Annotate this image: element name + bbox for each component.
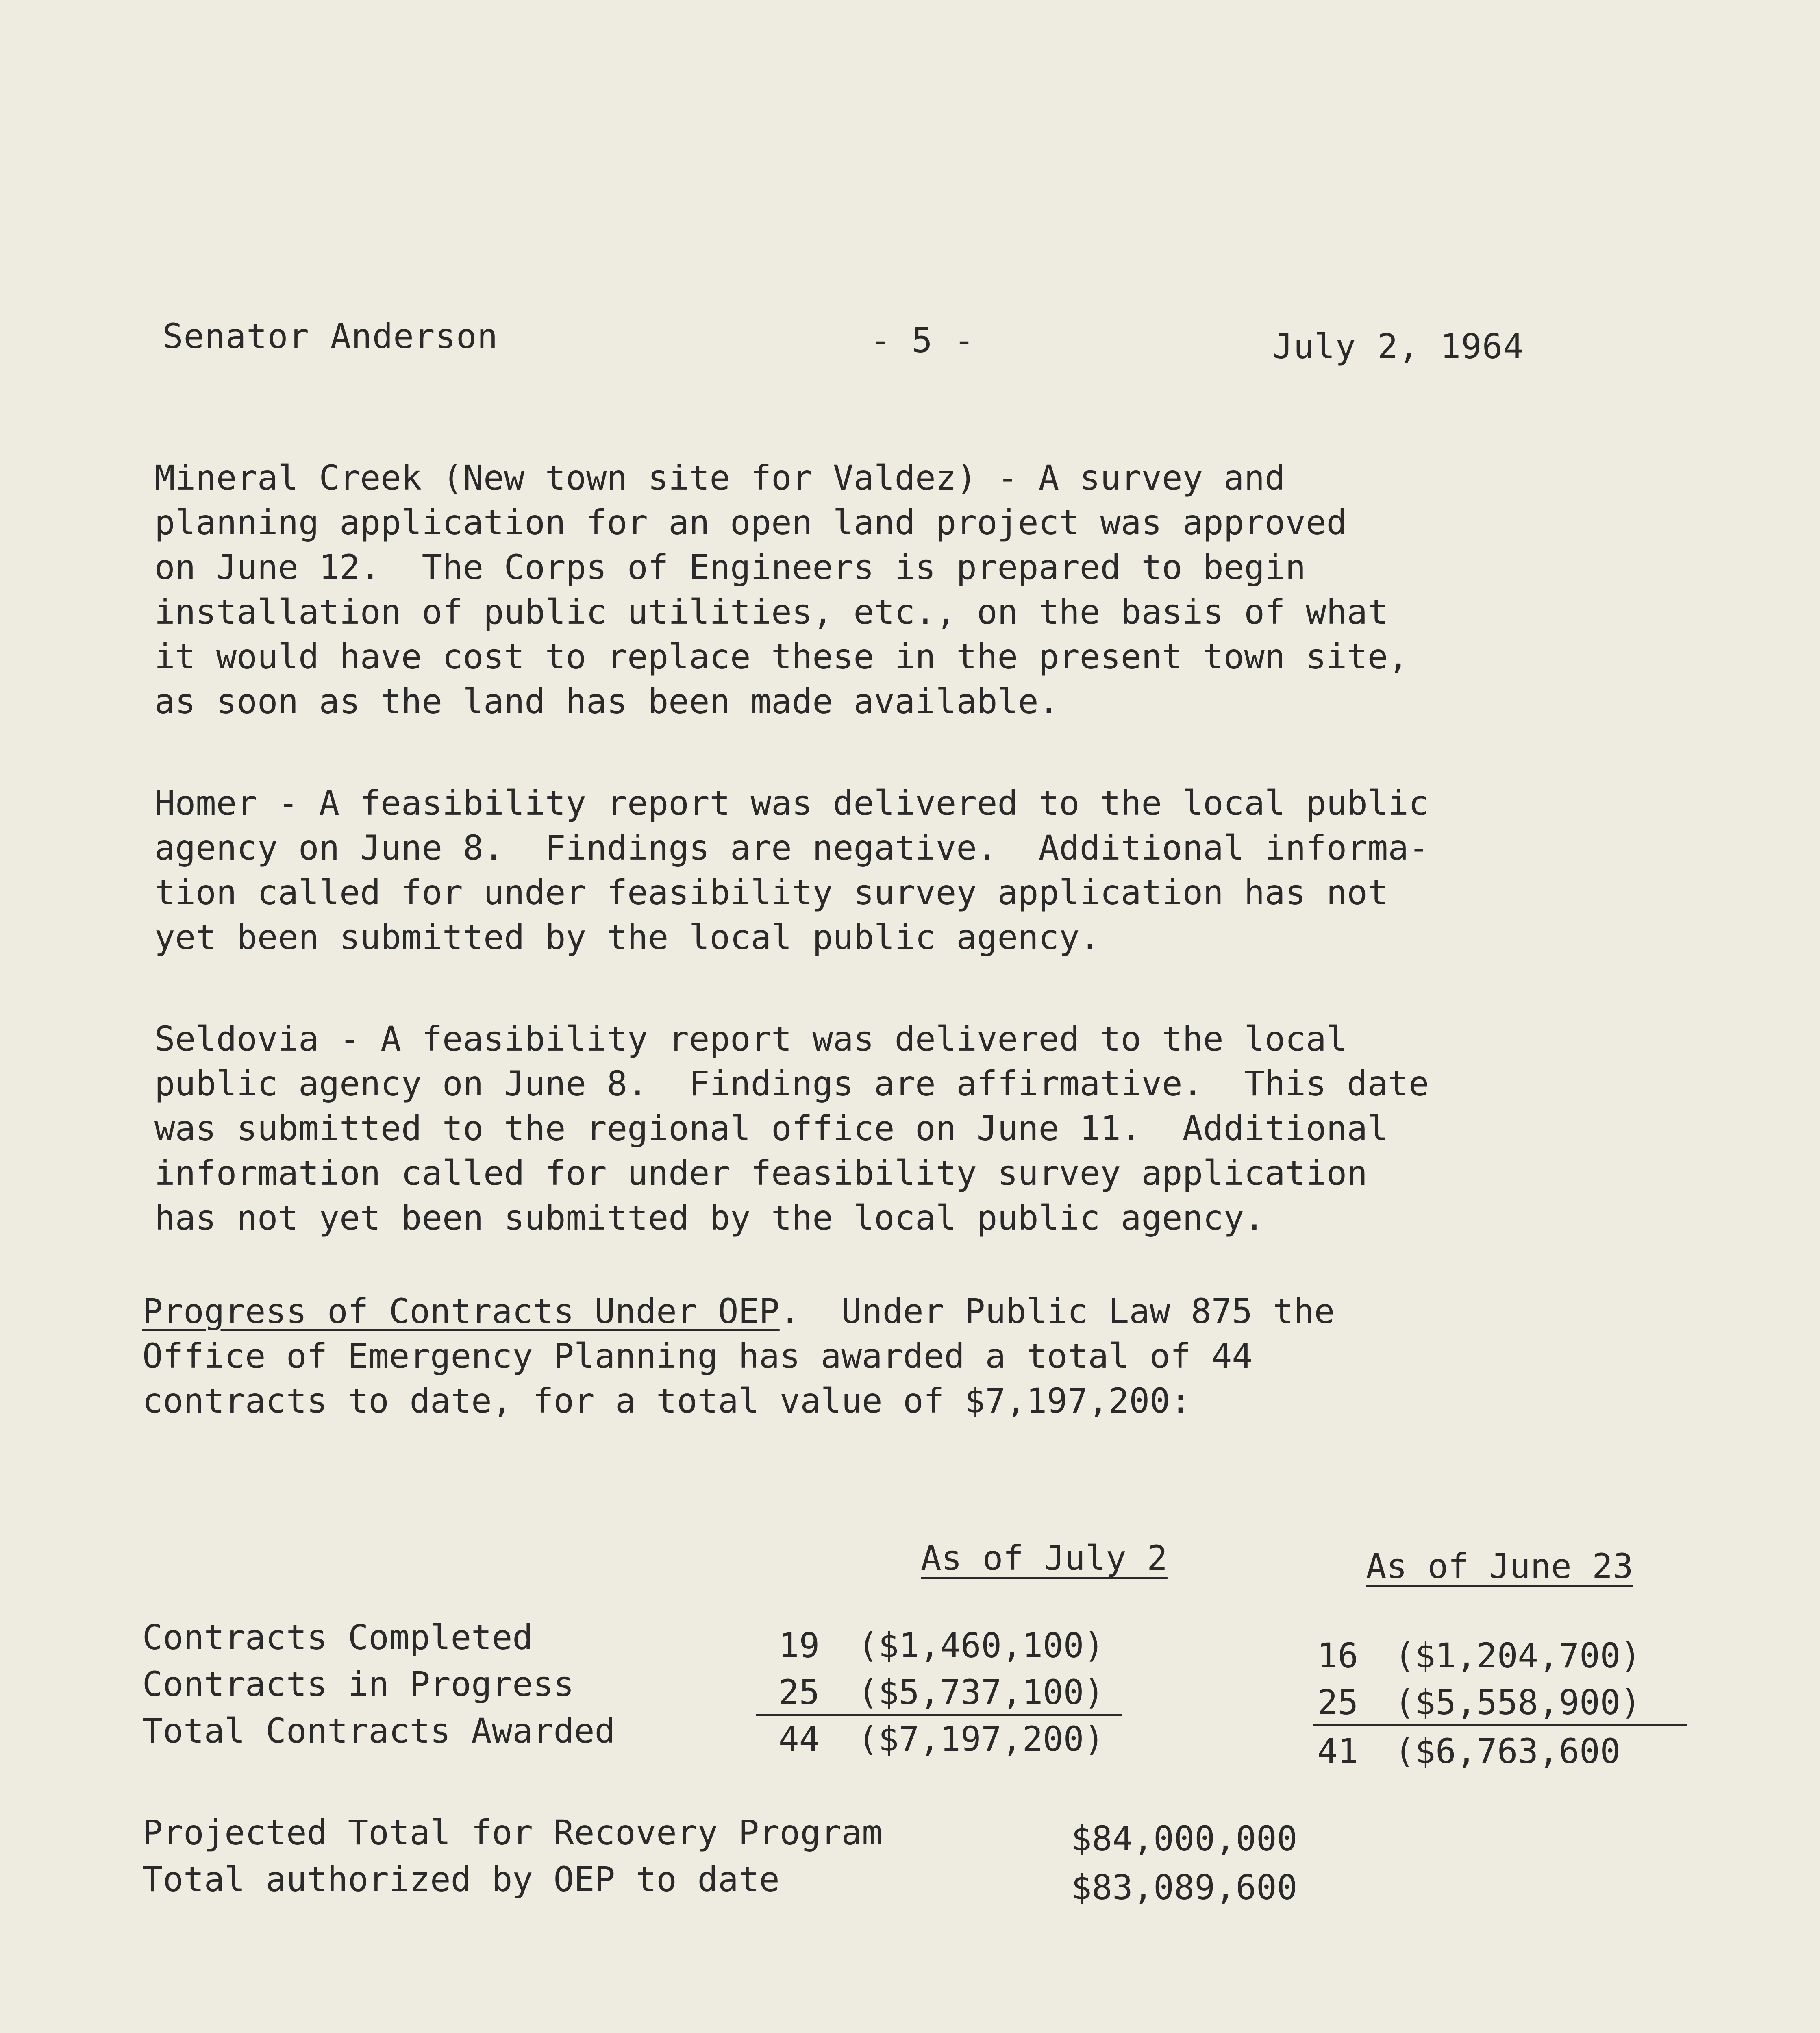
totals-value: $84,000,000 <box>1071 1819 1298 1859</box>
june-count: 41 <box>1317 1731 1359 1771</box>
header-addressee: Senator Anderson <box>163 316 498 356</box>
paragraph-line: Homer - A feasibility report was delivered to the local public <box>154 783 1429 823</box>
paragraph-line: yet been submitted by the local public agency. <box>154 917 1100 957</box>
row-label: Contracts Completed <box>142 1617 533 1657</box>
progress-heading: Progress of Contracts Under OEP <box>142 1291 780 1331</box>
paragraph-line: it would have cost to replace these in the present town site, <box>154 637 1409 677</box>
june-count: 16 <box>1317 1636 1359 1676</box>
july-value: ($7,197,200) <box>858 1719 1105 1759</box>
june-count: 25 <box>1317 1683 1359 1722</box>
june-value: ($1,204,700) <box>1394 1636 1641 1676</box>
paragraph-line: Mineral Creek (New town site for Valdez) - A survey and <box>154 458 1285 498</box>
paragraph-progress <box>142 1289 1687 1423</box>
paragraph-line: Seldovia - A feasibility report was delivered to the local <box>154 1019 1347 1059</box>
row-label: Total Contracts Awarded <box>142 1711 615 1751</box>
paragraph-homer <box>154 781 1699 960</box>
july-count: 44 <box>778 1719 820 1759</box>
june-value: ($6,763,600 <box>1394 1731 1621 1771</box>
header-date: July 2, 1964 <box>1272 326 1524 366</box>
paragraph-line: public agency on June 8. Findings are affirmative. This date <box>154 1064 1429 1104</box>
paragraph-line: planning application for an open land project was approved <box>154 503 1347 542</box>
paragraph-line: Office of Emergency Planning has awarded a total of 44 <box>142 1336 1252 1376</box>
paragraph-mineral-creek <box>154 455 1699 724</box>
column-header-july: As of July 2 <box>921 1538 1168 1578</box>
paragraph-line: was submitted to the regional office on June 11. Additional <box>154 1108 1388 1148</box>
paragraph-line: contracts to date, for a total value of $7,197,200: <box>142 1381 1191 1421</box>
paragraph-line: tion called for under feasibility survey application has not <box>154 873 1388 912</box>
paragraph-line: has not yet been submitted by the local public agency. <box>154 1198 1265 1238</box>
paragraph-line: information called for under feasibility survey application <box>154 1153 1368 1193</box>
totals-label: Total authorized by OEP to date <box>142 1859 780 1899</box>
paragraph-seldovia <box>154 1016 1699 1240</box>
column-header-june: As of June 23 <box>1366 1546 1633 1586</box>
paragraph-line: as soon as the land has been made available. <box>154 681 1059 721</box>
subtotal-rule-june <box>1313 1724 1687 1726</box>
july-count: 19 <box>778 1626 820 1665</box>
paragraph-line: . Under Public Law 875 the <box>779 1291 1335 1331</box>
totals-value: $83,089,600 <box>1071 1868 1298 1907</box>
subtotal-rule-july <box>756 1714 1122 1716</box>
july-value: ($1,460,100) <box>858 1626 1105 1665</box>
row-label: Contracts in Progress <box>142 1664 574 1704</box>
paragraph-line: agency on June 8. Findings are negative. Additional informa- <box>154 828 1429 868</box>
july-value: ($5,737,100) <box>858 1672 1105 1712</box>
paragraph-line: installation of public utilities, etc., on the basis of what <box>154 592 1388 632</box>
totals-label: Projected Total for Recovery Program <box>142 1813 883 1852</box>
june-value: ($5,558,900) <box>1394 1683 1641 1722</box>
page-number: - 5 - <box>870 320 975 360</box>
paragraph-line: on June 12. The Corps of Engineers is prepared to begin <box>154 547 1306 587</box>
july-count: 25 <box>778 1672 820 1712</box>
